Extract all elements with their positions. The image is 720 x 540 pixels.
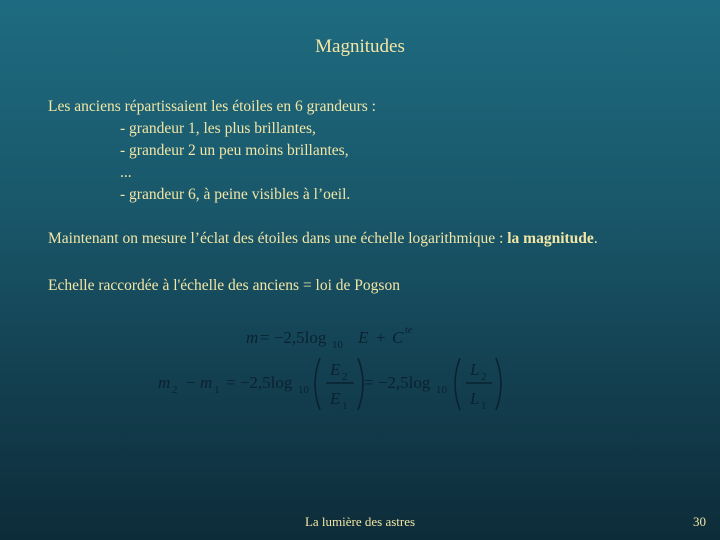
- pogson-line: Echelle raccordée à l'échelle des anciens = loi de Pogson: [48, 277, 400, 294]
- magnitude-term: la magnitude: [507, 230, 594, 247]
- f2-L2-sub: 2: [481, 371, 487, 383]
- f2-eq2: = −2,5log: [364, 373, 431, 392]
- f2-minus: −: [186, 373, 196, 392]
- paren-right-icon: [358, 358, 363, 410]
- f2-E2: E: [330, 360, 341, 379]
- formula-2: [158, 358, 501, 412]
- f2-eq1: = −2,5log: [226, 373, 293, 392]
- bullet-item: ...: [120, 164, 132, 181]
- f2-m1: m: [200, 373, 213, 392]
- magnitude-line: [48, 228, 598, 250]
- intro-text: Les anciens répartissaient les étoiles en 6 grandeurs :: [48, 98, 376, 115]
- f1-m: m: [246, 328, 259, 347]
- f2-L1: L: [470, 389, 480, 408]
- paren-left-icon: [455, 358, 460, 410]
- formula-1: [246, 325, 413, 351]
- f1-sub10: 10: [332, 339, 343, 351]
- f2-L1-sub: 1: [481, 400, 487, 412]
- slide-title: Magnitudes: [315, 36, 405, 57]
- f1-plus: +: [376, 328, 386, 347]
- f1-E: E: [358, 328, 369, 347]
- bullet-item: - grandeur 2 un peu moins brillantes,: [120, 142, 349, 159]
- bullet-item: - grandeur 6, à peine visibles à l’oeil.: [120, 186, 351, 203]
- f2-sub10b: 10: [436, 384, 447, 396]
- paren-left-icon: [315, 358, 320, 410]
- paren-right-icon: [496, 358, 501, 410]
- f1-C: C: [392, 328, 404, 347]
- intro-block: [48, 96, 376, 206]
- f2-E2-sub: 2: [342, 371, 348, 383]
- bullet-item: - grandeur 1, les plus brillantes,: [120, 120, 316, 137]
- slide-footer: La lumière des astres: [304, 514, 416, 529]
- f2-L2: L: [470, 360, 480, 379]
- f2-sub10a: 10: [298, 384, 309, 396]
- pogson-formulas: [150, 318, 510, 418]
- f2-m2-sub: 2: [172, 384, 178, 396]
- f2-m1-sub: 1: [214, 384, 220, 396]
- f1-eq: = −2,5log: [260, 328, 327, 347]
- magnitude-sentence: Maintenant on mesure l’éclat des étoiles dans une échelle logarithmique :: [48, 230, 504, 247]
- f2-E1: E: [330, 389, 341, 408]
- f2-E1-sub: 1: [342, 400, 348, 412]
- f2-m2: m: [158, 373, 171, 392]
- magnitude-period: .: [593, 230, 598, 247]
- f1-te: te: [405, 325, 413, 336]
- page-number: 30: [693, 514, 706, 529]
